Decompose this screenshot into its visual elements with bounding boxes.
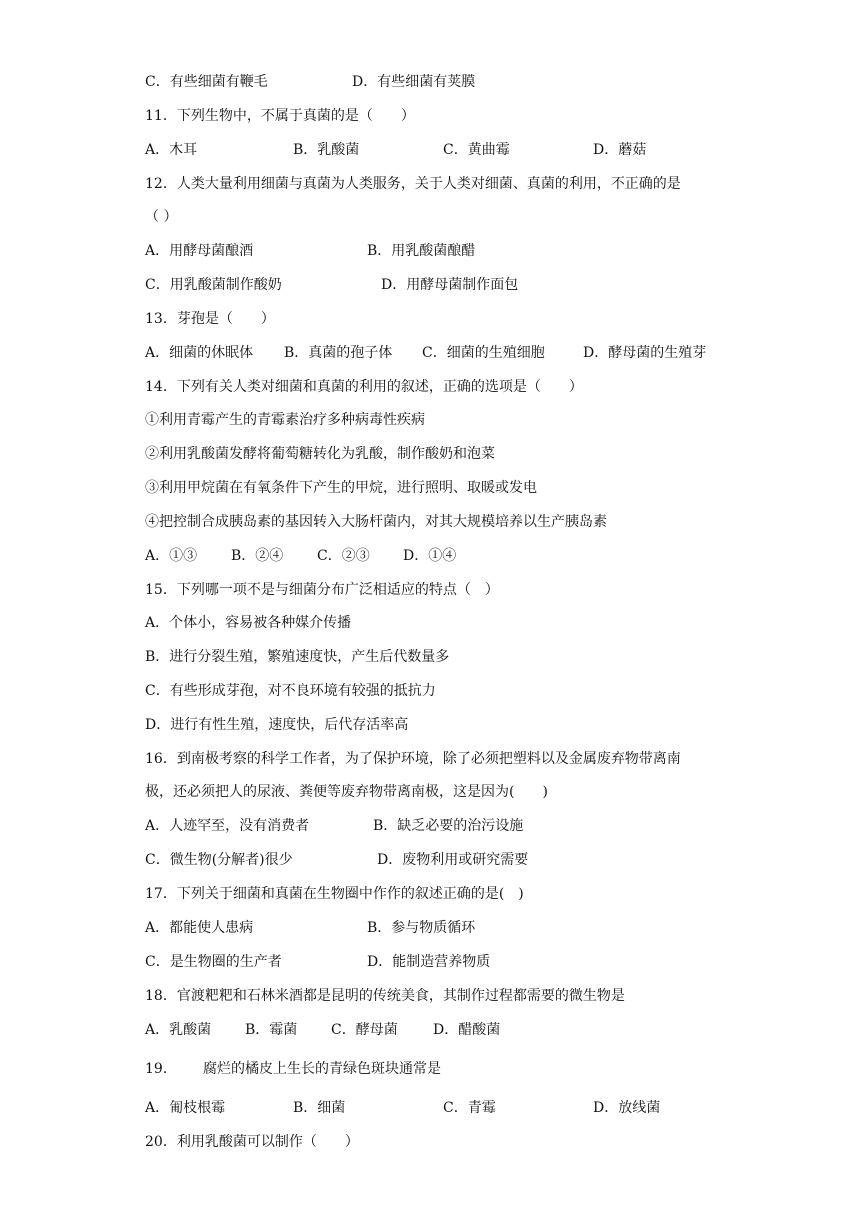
q13-stem: 13．芽孢是（ ） [145,311,275,327]
q17-option-a: A．都能使人患病 [145,920,254,936]
q14-stem: 14．下列有关人类对细菌和真菌的利用的叙述，正确的选项是（ ） [145,379,583,395]
q19-option-c: C．青霉 [443,1100,496,1116]
q16-options-cd [145,850,745,870]
q14-option-a: A．①③ [145,548,198,564]
q17-stem: 17．下列关于细菌和真菌在生物圈中作作的叙述正确的是( ) [145,886,524,902]
q16-stem-cont: 极，还必须把人的尿液、粪便等废弃物带离南极，这是因为( ) [145,784,548,800]
q12-option-d: D．用酵母菌制作面包 [381,277,519,293]
q14-option-b: B．②④ [231,548,284,564]
q18-option-d: D．醋酸菌 [433,1022,501,1038]
q16-option-a: A．人迹罕至，没有消费者 [145,818,310,834]
q15-option-c: C．有些形成芽孢，对不良环境有较强的抵抗力 [145,683,436,699]
q19-stem-row [145,1059,745,1079]
q17-option-d: D．能制造营养物质 [367,954,491,970]
q13-option-b: B．真菌的孢子体 [284,345,393,361]
q16-option-d: D．废物利用或研究需要 [377,852,529,868]
q17-option-c: C．是生物圈的生产者 [145,954,282,970]
q16-stem: 16．到南极考察的科学工作者，为了保护环境，除了必须把塑料以及金属废弃物带离南 [145,751,681,767]
q12-options-ab [145,241,745,261]
q19-stem: 腐烂的橘皮上生长的青绿色斑块通常是 [203,1061,441,1077]
q18-option-a: A．乳酸菌 [145,1022,212,1038]
q15-stem: 15．下列哪一项不是与细菌分布广泛相适应的特点（ ） [145,582,499,598]
q11-option-c: C．黄曲霉 [443,142,510,158]
q12-option-a: A．用酵母菌酿酒 [145,243,254,259]
q18-stem: 18．官渡粑粑和石林米酒都是昆明的传统美食，其制作过程都需要的微生物是 [145,988,625,1004]
q18-option-c: C．酵母菌 [331,1022,398,1038]
q14-options [145,546,745,566]
q12-option-c: C．用乳酸菌制作酸奶 [145,277,282,293]
q14-statement-2: ②利用乳酸菌发酵将葡萄糖转化为乳酸，制作酸奶和泡菜 [145,446,495,462]
q12-option-b: B．用乳酸菌酿醋 [367,243,476,259]
q15-option-b: B．进行分裂生殖，繁殖速度快，产生后代数量多 [145,649,450,665]
q14-statement-1: ①利用青霉产生的青霉素治疗多种病毒性疾病 [145,412,425,428]
q13-option-a: A．细菌的休眠体 [145,345,254,361]
q18-option-b: B．霉菌 [245,1022,298,1038]
q12-options-cd [145,275,745,295]
q14-option-d: D．①④ [403,548,457,564]
q14-statement-3: ③利用甲烷菌在有氧条件下产生的甲烷，进行照明、取暖或发电 [145,480,537,496]
q19-option-b: B．细菌 [293,1100,346,1116]
q17-options-ab [145,918,745,938]
q16-option-b: B．缺乏必要的治污设施 [373,818,524,834]
q12-stem: 12．人类大量利用细菌与真菌为人类服务，关于人类对细菌、真菌的利用，不正确的是 [145,176,681,192]
q13-option-d: D．酵母菌的生殖芽 [583,345,707,361]
q18-options [145,1020,745,1040]
q11-option-a: A．木耳 [145,142,198,158]
q12-stem-cont: （ ） [145,209,178,225]
q11-options [145,140,745,160]
q19-options [145,1098,745,1118]
q19-option-d: D．放线菌 [593,1100,661,1116]
q10-option-c: C．有些细菌有鞭毛 [145,74,268,90]
q17-options-cd [145,952,745,972]
q11-option-b: B．乳酸菌 [293,142,360,158]
q14-statement-4: ④把控制合成胰岛素的基因转入大肠杆菌内，对其大规模培养以生产胰岛素 [145,514,607,530]
q10-options-cd [145,72,745,92]
q19-number: 19． [145,1061,177,1077]
q16-options-ab [145,816,745,836]
q15-option-a: A．个体小，容易被各种媒介传播 [145,615,352,631]
q13-option-c: C．细菌的生殖细胞 [422,345,545,361]
q10-option-d: D．有些细菌有荚膜 [352,74,476,90]
q16-option-c: C．微生物(分解者)很少 [145,852,293,868]
q19-option-a: A．匍枝根霉 [145,1100,226,1116]
q15-option-d: D．进行有性生殖，速度快，后代存活率高 [145,717,409,733]
q13-options [145,343,745,363]
q11-option-d: D．蘑菇 [593,142,647,158]
q17-option-b: B．参与物质循环 [367,920,476,936]
q11-stem: 11．下列生物中，不属于真菌的是（ ） [145,108,415,124]
q14-option-c: C．②③ [317,548,370,564]
q20-stem: 20．利用乳酸菌可以制作（ ） [145,1134,359,1150]
